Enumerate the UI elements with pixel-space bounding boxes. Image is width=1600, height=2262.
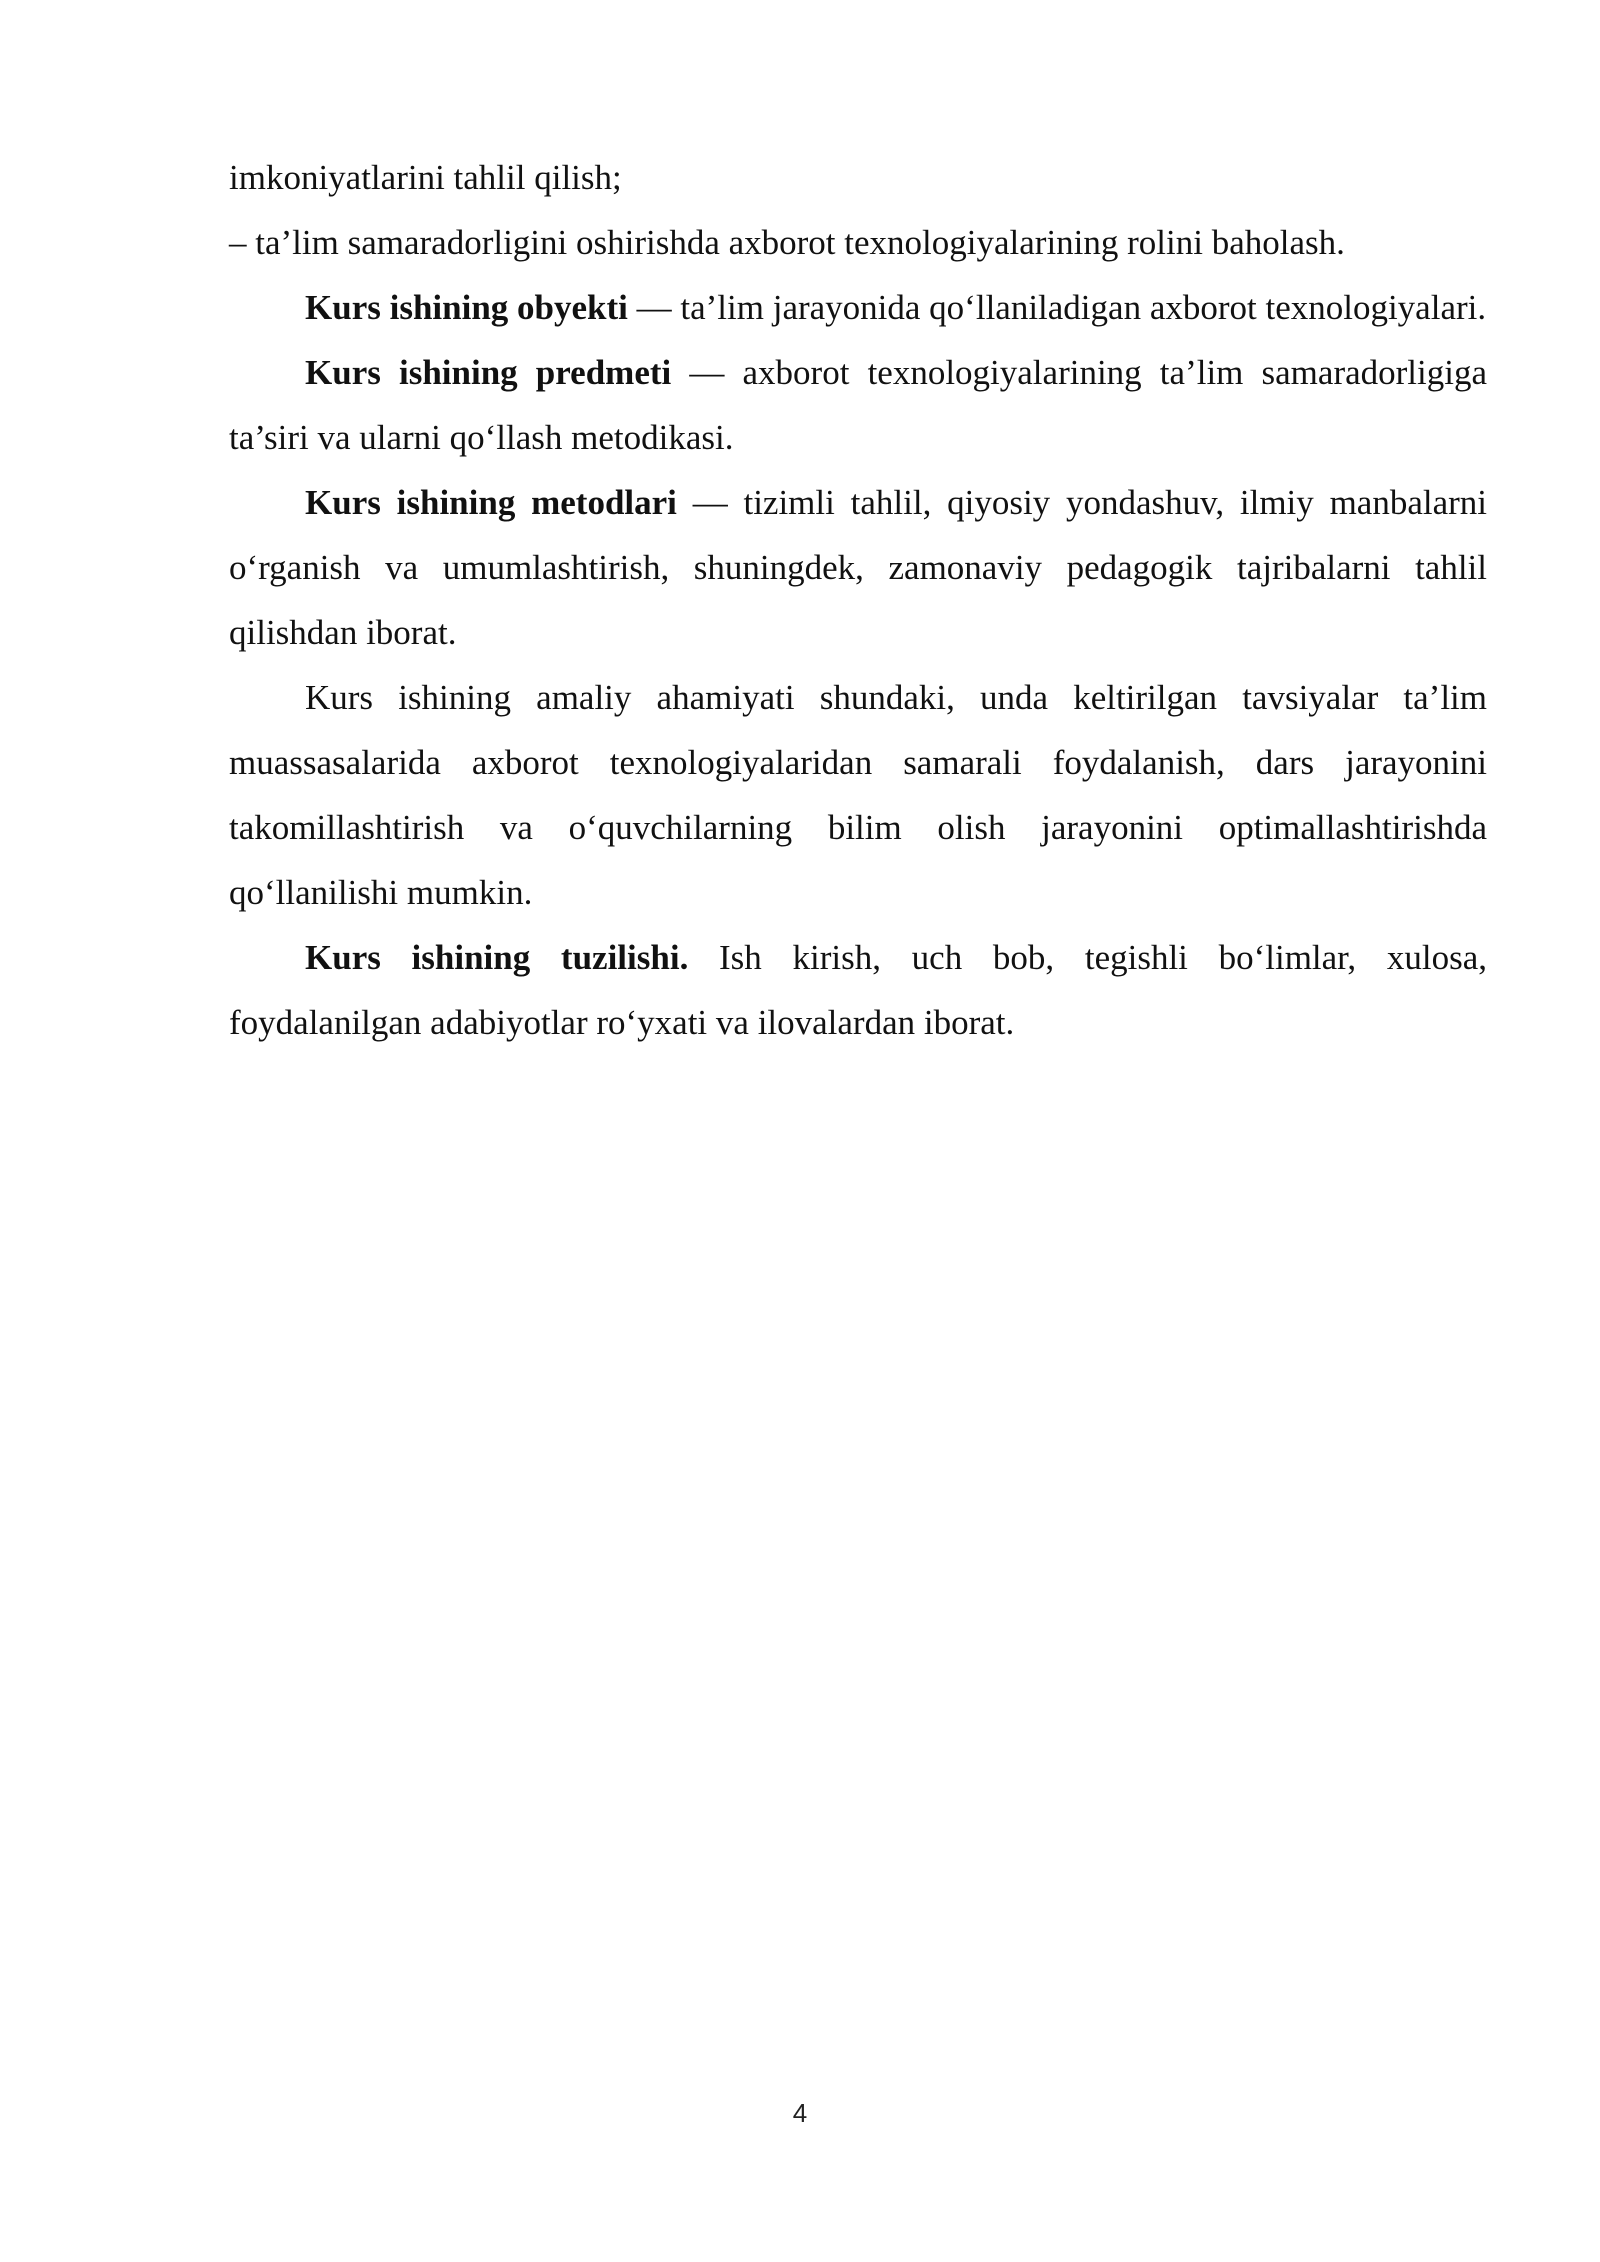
paragraph-text: – ta’lim samaradorligini oshirishda axborot texnologiyalarining rolini baholash.	[229, 223, 1345, 262]
paragraph-heading: Kurs ishining obyekti	[305, 288, 628, 327]
paragraph-text: Ish kirish, uch bob, tegishli bo‘limlar, xulosa, foydalanilgan adabiyotlar ro‘yxati va ilovalardan iborat.	[229, 938, 1488, 1042]
list-item-dash	[229, 210, 1487, 275]
paragraph-practical-significance	[229, 665, 1487, 925]
paragraph-object	[229, 275, 1487, 340]
paragraph-text: imkoniyatlarini tahlil qilish;	[229, 158, 622, 197]
paragraph-text: — tizimli tahlil, qiyosiy yondashuv, ilmiy manbalarni o‘rganish va umumlashtirish, shuningdek, zamonaviy pedagogik tajribalarni tahlil qilishdan iborat.	[229, 483, 1488, 652]
paragraph-heading: Kurs ishining metodlari	[305, 483, 677, 522]
page-number: 4	[792, 2098, 808, 2128]
paragraph-structure	[229, 925, 1487, 1055]
page-body	[229, 145, 1487, 1055]
paragraph-continuation	[229, 145, 1487, 210]
paragraph-methods	[229, 470, 1487, 665]
paragraph-text: — axborot texnologiyalarining ta’lim samaradorligiga ta’siri va ularni qo‘llash metodikasi.	[229, 353, 1487, 457]
paragraph-text: — ta’lim jarayonida qo‘llaniladigan axborot texnologiyalari.	[627, 288, 1487, 327]
paragraph-text: Kurs ishining amaliy ahamiyati shundaki, unda keltirilgan tavsiyalar ta’lim muassasalarida axborot texnologiyalaridan samarali foydalanish, dars jarayonini takomillashtirish va o‘quvchilarning bilim olish jarayonini optimallashtirishda qo‘llanilishi mumkin.	[229, 678, 1487, 912]
paragraph-heading: Kurs ishining predmeti	[305, 353, 672, 392]
paragraph-subject	[229, 340, 1487, 470]
paragraph-heading: Kurs ishining tuzilishi.	[305, 938, 689, 977]
